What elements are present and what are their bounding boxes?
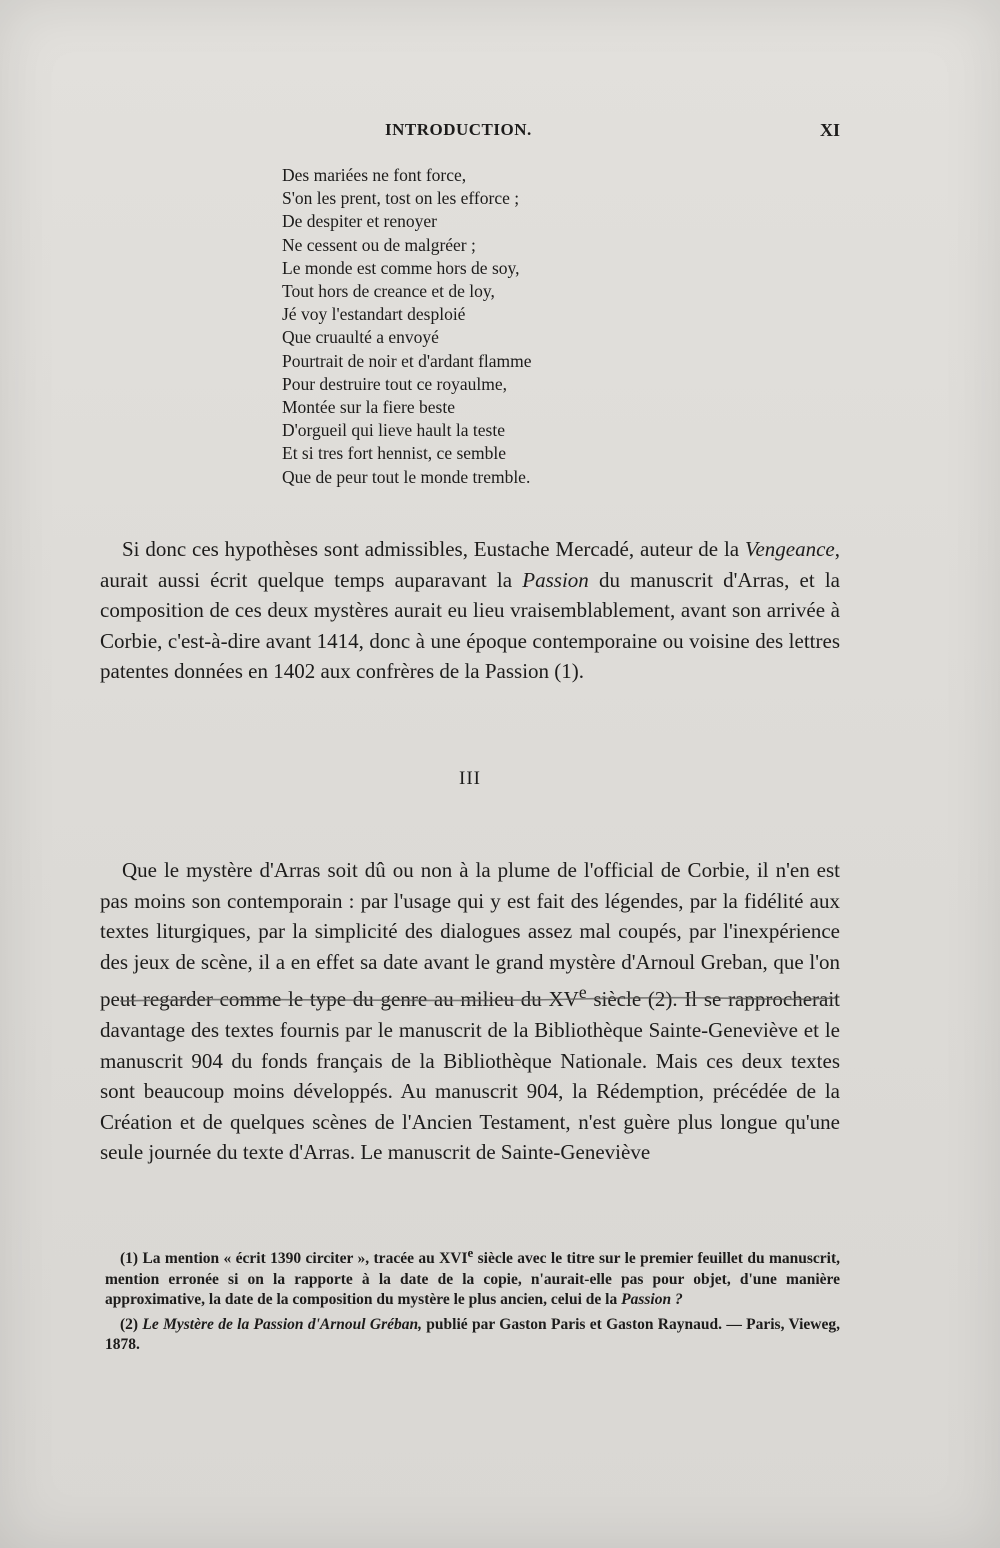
footnotes: [105, 1243, 840, 1360]
footnote-text: publié par Gaston Paris et Gaston Raynaud. — Paris, Vieweg, 1878.: [105, 1315, 841, 1354]
paragraph-text: Si donc ces hypothèses sont admissibles, Eustache Mercadé, auteur de la: [122, 537, 745, 561]
verse-line: De despiter et renoyer: [282, 211, 437, 232]
paragraph-text: du manuscrit d'Arras, et la composition de ces deux mystères aurait eu lieu vraisemblablement, avant son arrivée à Corbie, c'est-à-dire avant 1414, donc à une époque contemporaine ou voisine des lettres patentes données en 1402 aux confrères de la Passion (1).: [100, 567, 840, 684]
footnote-2: [105, 1315, 840, 1356]
verse-line: Montée sur la fiere beste: [282, 397, 455, 418]
verse-line: Jé voy l'estandart desploié: [282, 304, 466, 325]
italic-title: Le Mystère de la Passion d'Arnoul Gréban,: [142, 1315, 422, 1333]
italic-text: Passion ?: [621, 1291, 683, 1309]
verse-line: D'orgueil qui lieve hault la teste: [282, 420, 505, 441]
section-number: III: [459, 768, 481, 789]
verse-line: Le monde est comme hors de soy,: [282, 257, 520, 278]
footnote-text: siècle avec le titre sur le premier feuillet du manuscrit, mention erronée si on la rapporte à la date de la copie, n'aurait-elle pas pour objet, d'une manière approximative, la date de la composition du mystère le plus ancien, celui de la: [105, 1250, 840, 1309]
verse-line: Pour destruire tout ce royaulme,: [282, 373, 508, 394]
footnote-text: (2): [120, 1315, 143, 1333]
running-head-title: INTRODUCTION.: [385, 120, 532, 139]
verse-line: Des mariées ne font force,: [282, 165, 467, 185]
superscript: e: [578, 982, 587, 1003]
verse-line: Ne cessent ou de malgréer ;: [282, 234, 476, 255]
page-number: XI: [819, 120, 840, 140]
italic-title-passion: Passion: [522, 567, 589, 592]
verse-line: Tout hors de creance et de loy,: [282, 281, 495, 302]
paragraph-text: Que le mystère d'Arras soit dû ou non à la plume de l'official de Corbie, il n'en est pas moins son contemporain : par l'usage qui y est fait des légendes, par la fidélité aux textes liturgiques, par la simplicité des dialogues assez mal coupés, par l'inexpérience des jeux de scène, il a en effet sa date avant le grand mystère d'Arnoul Greban, que l'on peut regarder comme le type du genre au milieu du XV: [100, 858, 840, 1012]
body-paragraph-2: [100, 855, 840, 1168]
verse-line: S'on les prent, tost on les efforce ;: [282, 188, 520, 209]
verse-line: Que cruaulté a envoyé: [282, 327, 439, 348]
footnote-1: [105, 1243, 840, 1311]
body-paragraph-1: [100, 534, 840, 687]
superscript: e: [467, 1245, 474, 1260]
italic-title-vengeance: Vengeance: [744, 537, 835, 561]
verse-line: Et si tres fort hennist, ce semble: [282, 443, 507, 464]
verse-line: Pourtrait de noir et d'ardant flamme: [282, 350, 532, 371]
verse-quotation: [282, 164, 702, 489]
footnote-text: (1) La mention « écrit 1390 circiter », tracée au XVI: [120, 1250, 468, 1268]
paragraph-text: siècle (2). Il se rapprocherait davantage des textes fournis par le manuscrit de la Bibliothèque Sainte-Geneviève et le manuscrit 904 du fonds français de la Bibliothèque Nationale. Mais ces deux textes sont beaucoup moins développés. Au manuscrit 904, la Rédemption, précédée de la Création et de quelques scènes de l'Ancien Testament, n'est guère plus longue qu'une seule journée du texte d'Arras. Le manuscrit de Sainte-Geneviève: [100, 987, 841, 1165]
paragraph-text: , aurait aussi écrit quelque temps auparavant la: [100, 537, 840, 592]
running-head: [100, 120, 840, 146]
verse-line: Que de peur tout le monde tremble.: [282, 466, 531, 487]
